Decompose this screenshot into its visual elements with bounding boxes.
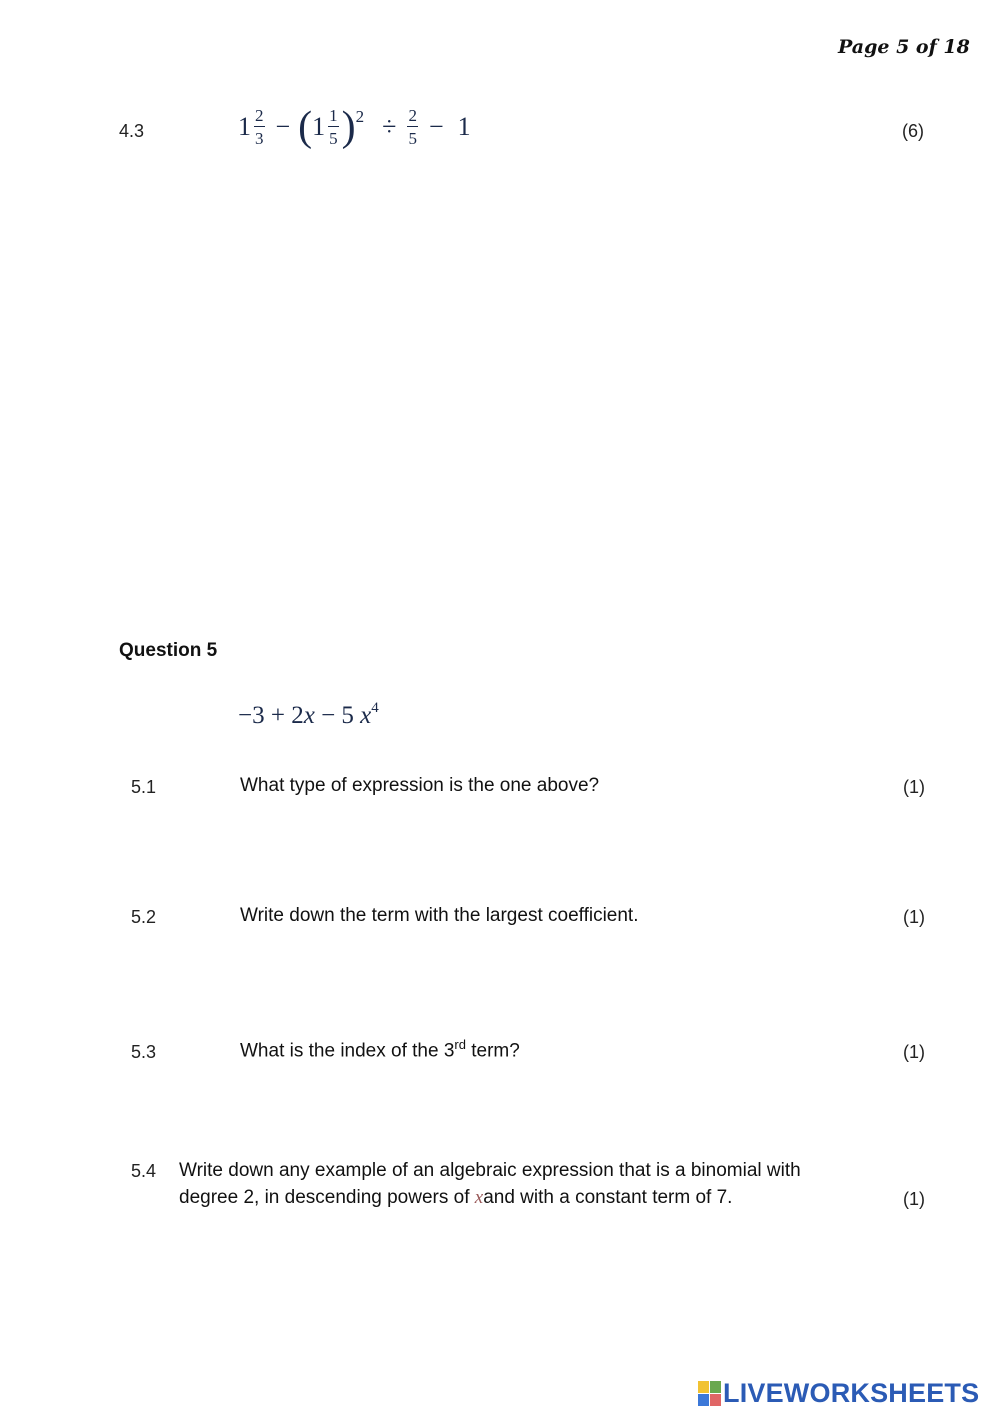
question-text-5-2: Write down the term with the largest coefficient. bbox=[240, 905, 639, 926]
divide-operator: ÷ bbox=[382, 112, 397, 141]
fraction-denominator-2: 5 bbox=[329, 129, 338, 148]
question-number-4-3: 4.3 bbox=[119, 121, 145, 141]
final-term: 1 bbox=[457, 112, 471, 141]
ordinal-suffix: rd bbox=[454, 1037, 466, 1052]
question-text-5-4-line2 bbox=[179, 1187, 732, 1209]
question-5-heading: Question 5 bbox=[119, 640, 218, 661]
fraction-1-5 bbox=[328, 107, 339, 147]
expr-var-x1: x bbox=[303, 702, 315, 729]
question-text-5-1: What type of expression is the one above? bbox=[240, 775, 600, 796]
minus-operator: − bbox=[275, 112, 291, 141]
mixed-number-whole-2: 1 bbox=[312, 112, 326, 141]
question-text-5-4-line1: Write down any example of an algebraic expression that is a binomial with bbox=[179, 1160, 801, 1181]
liveworksheets-logo bbox=[698, 1378, 979, 1409]
fraction-denominator-3: 5 bbox=[408, 129, 417, 148]
question-text-5-3-after: term? bbox=[465, 1040, 520, 1062]
fraction-denominator: 3 bbox=[255, 129, 264, 148]
logo-text: LIVEWORKSHEETS bbox=[723, 1378, 980, 1408]
minus-operator-2: − bbox=[428, 112, 444, 141]
open-paren: ( bbox=[298, 104, 313, 150]
expr-part-a: −3 + 2 bbox=[238, 702, 304, 729]
question-text-5-3 bbox=[240, 1037, 520, 1062]
expr-var-x2: x bbox=[360, 702, 372, 729]
question-number-5-4: 5.4 bbox=[131, 1161, 157, 1181]
exponent: 2 bbox=[355, 107, 365, 126]
fraction-2-5 bbox=[407, 107, 418, 147]
variable-x: x bbox=[474, 1187, 484, 1208]
close-paren: ) bbox=[341, 104, 356, 150]
question-text-5-4-line2-after: and with a constant term of 7. bbox=[483, 1187, 733, 1208]
expr-part-b: − 5 bbox=[314, 702, 354, 729]
marks-4-3: (6) bbox=[902, 121, 924, 141]
question-text-5-4-line2-before: degree 2, in descending powers of bbox=[179, 1187, 475, 1208]
mixed-number-whole: 1 bbox=[238, 112, 251, 141]
question-number-5-2: 5.2 bbox=[131, 907, 157, 927]
math-expression-4-3 bbox=[238, 94, 471, 160]
fraction-numerator: 2 bbox=[255, 106, 264, 125]
expr-power: 4 bbox=[371, 700, 379, 716]
fraction-numerator-2: 1 bbox=[329, 106, 338, 125]
question-number-5-3: 5.3 bbox=[131, 1042, 157, 1062]
marks-5-3: (1) bbox=[903, 1042, 925, 1062]
page-number: Page 5 of 18 bbox=[838, 36, 970, 58]
marks-5-2: (1) bbox=[903, 907, 925, 927]
liveworksheets-icon bbox=[698, 1381, 721, 1406]
marks-5-1: (1) bbox=[903, 777, 925, 797]
question-number-5-1: 5.1 bbox=[131, 777, 157, 797]
polynomial-expression bbox=[238, 702, 379, 730]
marks-5-4: (1) bbox=[903, 1189, 925, 1209]
question-text-5-3-before: What is the index of the 3 bbox=[240, 1040, 455, 1062]
fraction-numerator-3: 2 bbox=[408, 106, 417, 125]
fraction-2-3 bbox=[254, 107, 265, 147]
